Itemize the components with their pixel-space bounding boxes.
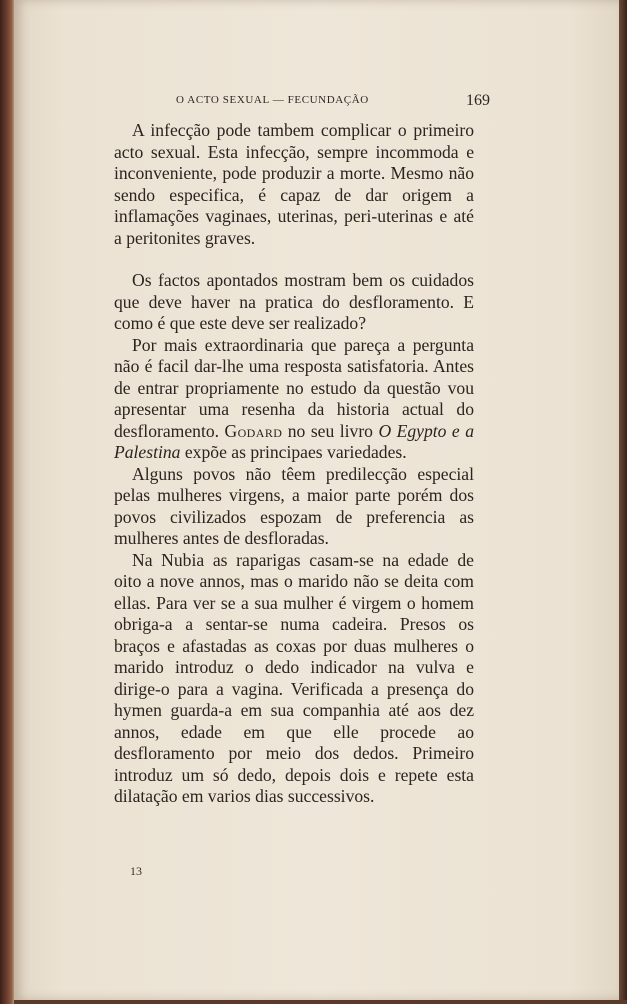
page-bottom-edge xyxy=(14,1000,627,1004)
paragraph-pergunta-text: Por mais extraordinaria que pareça a pergunta não é facil dar-lhe uma resposta satisfatoria. Antes de entrar propriamente no estudo da questão vou apresentar uma resenha da historia actual do desfloramento. xyxy=(114,334,474,441)
paragraph-infeccao: A infecção pode tambem complicar o primeiro acto sexual. Esta infecção, sempre incommoda e inconveniente, pode produzir a morte. Mesmo não sendo especifica, é capaz de dar origem a inflamações vaginaes, uterinas, peri-uterinas e até a peritonites graves. xyxy=(114,120,474,248)
paragraph-nubia: Na Nubia as raparigas casam-se na edade de oito a nove annos, mas o marido não se deita com ellas. Para ver se a sua mulher é virgem o homem obriga-a a sentar-se numa cadeira. Presos os braços e afastadas as coxas por duas mulheres o marido introduz o dedo indicador na vulva e dirige-o para a vagina. Verificada a presença do hymen guarda-a em sua companhia até aos dez annos, edade em que elle procede ao desfloramento por meio dos dedos. Primeiro introduz um só dedo, depois dois e repete esta dilatação em varios dias successivos. xyxy=(114,549,474,806)
paragraph-pergunta xyxy=(114,335,474,464)
godard-text-after-title: expõe as principaes variedades. xyxy=(180,442,407,462)
paragraph-factos: Os factos apontados mostram bem os cuidados que deve haver na pratica do desfloramento. E como é que este deve ser realizado? xyxy=(114,270,474,333)
godard-text-before-title: no seu livro xyxy=(282,420,379,441)
author-name: Godard xyxy=(224,420,283,441)
book-title: O Egypto e a Palestina xyxy=(114,420,474,462)
page-number: 169 xyxy=(466,92,490,109)
running-head-title: O ACTO SEXUAL — FECUNDAÇÃO xyxy=(176,94,369,106)
signature-mark: 13 xyxy=(130,864,142,878)
running-head xyxy=(96,94,490,110)
paragraph-povos: Alguns povos não têem predilecção especial pelas mulheres virgens, a maior parte porém dos povos civilizados espozam de preferencia as mulheres antes de desfloradas. xyxy=(114,463,474,548)
page-edge xyxy=(619,0,627,1004)
book-spine xyxy=(0,0,14,1004)
body-text xyxy=(114,120,474,808)
